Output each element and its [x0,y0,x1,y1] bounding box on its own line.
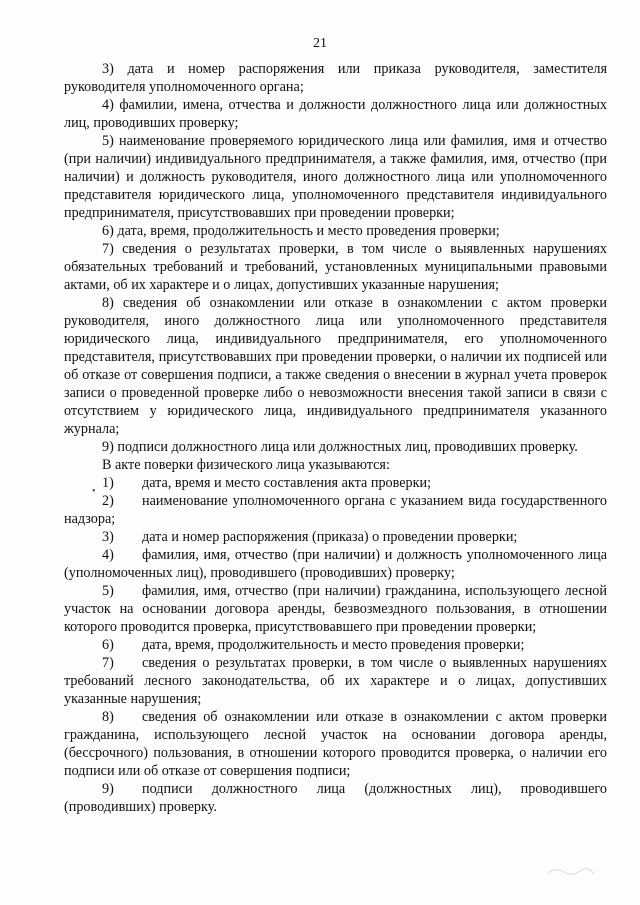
physical-item-text: дата, время, продолжительность и место проведения проверки; [142,637,525,653]
physical-item-text: фамилия, имя, отчество (при наличии) гражданина, использующего лесной участок на основании договора аренды, безвозмездного пользования, в отношении которого проводится проверка, присутствовавшего при проведении проверки; [64,583,607,635]
document-body [64,60,607,816]
physical-item-1 [64,474,607,492]
physical-item-number: 6) [102,637,114,653]
physical-item-text: подписи должностного лица (должностных лиц), проводившего (проводивших) проверку. [64,781,607,815]
physical-item-text: фамилия, имя, отчество (при наличии) и должность уполномоченного лица (уполномоченных лиц), проводившего (проводивших) проверку; [64,547,607,581]
item-4: 4) фамилии, имена, отчества и должности должностного лица или должностных лиц, проводивших проверку; [64,97,607,131]
physical-item-3 [64,528,607,546]
physical-item-text: дата и номер распоряжения (приказа) о проведении проверки; [142,529,518,545]
physical-item-7 [64,654,607,708]
page-number: 21 [313,36,327,51]
physical-item-4 [64,546,607,582]
physical-item-number: 3) [102,529,114,545]
item-7: 7) сведения о результатах проверки, в том числе о выявленных нарушениях обязательных требований и требований, установленных муниципальными правовыми актами, об их характере и о лицах, допустивших указанные нарушения; [64,241,607,293]
scan-smudge [546,865,596,877]
physical-item-number: 2) [102,493,114,509]
physical-item-text: сведения о результатах проверки, в том числе о выявленных нарушениях требований лесного законодательства, об их характере и о лицах, допустивших указанные нарушения; [64,655,607,707]
physical-item-8 [64,708,607,780]
physical-item-number: 9) [102,781,114,797]
physical-item-number: 4) [102,547,114,563]
physical-item-5 [64,582,607,636]
item-5: 5) наименование проверяемого юридического лица или фамилия, имя и отчество (при наличии) индивидуального предпринимателя, а также фамилия, имя, отчество (при наличии) и должность руководителя, иного должностного лица или уполномоченного представителя юридического лица, уполномоченного представителя индивидуального предпринимателя, присутствовавших при проведении проверки; [64,133,607,221]
item-9: 9) подписи должностного лица или должностных лиц, проводивших проверку. [102,439,578,455]
item-3: 3) дата и номер распоряжения или приказа руководителя, заместителя руководителя уполномоченного органа; [64,61,607,95]
physical-item-2 [64,492,607,528]
physical-lead: В акте поверки физического лица указываются: [102,457,390,473]
physical-item-6 [64,636,607,654]
item-6: 6) дата, время, продолжительность и место проведения проверки; [102,223,500,239]
item-8: 8) сведения об ознакомлении или отказе в ознакомлении с актом проверки руководителя, иного должностного лица или уполномоченного представителя юридического лица, индивидуального предпринимателя, его уполномоченного представителя, присутствовавших при проведении проверки, о наличии их подписей или об отказе от совершения подписи, а также сведения о внесении в журнал учета проверок записи о проведенной проверке либо о невозможности внесения такой записи в связи с отсутствием у юридического лица, индивидуального предпринимателя указанного журнала; [64,295,607,437]
physical-item-text: наименование уполномоченного органа с указанием вида государственного надзора; [64,493,607,527]
physical-item-number: 5) [102,583,114,599]
physical-item-text: сведения об ознакомлении или отказе в ознакомлении с актом проверки гражданина, использующего лесной участок на основании договора аренды, (бессрочного) пользования, в отношении которого проводится проверка, о наличии его подписи или об отказе от совершения подписи; [64,709,607,779]
physical-item-number: 7) [102,655,114,671]
physical-item-text: дата, время и место составления акта проверки; [142,475,432,491]
physical-item-number: 1) [102,475,114,491]
physical-item-9 [64,780,607,816]
physical-item-number: 8) [102,709,114,725]
scan-mark: • [92,486,96,497]
